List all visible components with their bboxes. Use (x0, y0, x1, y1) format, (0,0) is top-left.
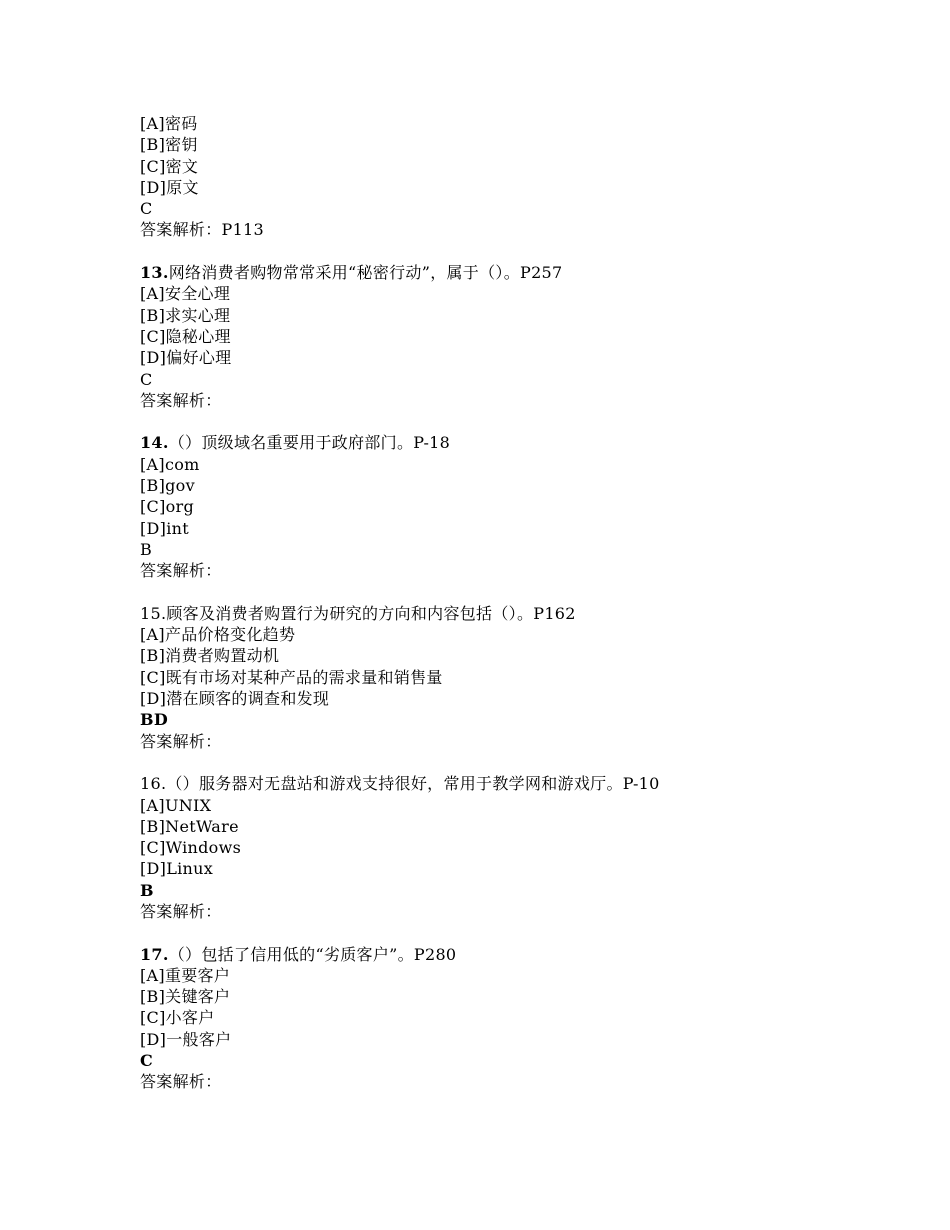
question-text: （）包括了信用低的“劣质客户”。P280 (168, 944, 457, 964)
question-text: （）顶级域名重要用于政府部门。P-18 (168, 433, 451, 453)
option-d: [D]偏好心理 (140, 348, 232, 368)
question-16 (140, 773, 900, 922)
question-15 (140, 603, 900, 752)
option-b: [B]密钥 (140, 135, 198, 155)
option-b: [B]关键客户 (140, 987, 231, 1007)
question-number: 16. (140, 774, 167, 794)
answer: B (140, 539, 153, 559)
option-a: [A]安全心理 (140, 284, 231, 304)
option-d: [D]Linux (140, 859, 214, 879)
analysis: 答案解析： (140, 1072, 222, 1092)
question-number: 15. (140, 603, 167, 623)
spacer (140, 411, 900, 432)
option-a: [A]UNIX (140, 795, 212, 815)
analysis: 答案解析：P113 (140, 220, 265, 240)
question-stem (140, 773, 900, 794)
answer: C (140, 199, 153, 219)
option-c: [C]密文 (140, 156, 199, 176)
question-text: （）服务器对无盘站和游戏支持很好，常用于教学网和游戏厅。P-10 (166, 774, 660, 794)
question-number: 13. (140, 263, 169, 283)
question-number: 14. (140, 433, 169, 453)
option-c: [C]既有市场对某种产品的需求量和销售量 (140, 667, 443, 687)
option-d: [D]int (140, 518, 189, 538)
question-13 (140, 262, 900, 411)
analysis: 答案解析： (140, 731, 222, 751)
question-stem (140, 432, 900, 453)
option-a: [A]产品价格变化趋势 (140, 625, 296, 645)
option-a: [A]密码 (140, 114, 198, 133)
spacer (140, 582, 900, 603)
analysis: 答案解析： (140, 561, 222, 581)
option-b: [B]gov (140, 476, 195, 496)
option-b: [B]NetWare (140, 816, 239, 836)
analysis: 答案解析： (140, 390, 222, 410)
option-c: [C]小客户 (140, 1008, 215, 1028)
question-text: 网络消费者购物常常采用“秘密行动”，属于（）。P257 (168, 263, 563, 283)
spacer (140, 241, 900, 262)
question-stem (140, 262, 900, 283)
question-text: 顾客及消费者购置行为研究的方向和内容包括（）。P162 (166, 603, 576, 623)
option-c: [C]隐秘心理 (140, 326, 231, 346)
option-c: [C]org (140, 497, 195, 517)
option-d: [D]原文 (140, 177, 199, 197)
option-a: [A]com (140, 454, 200, 474)
spacer (140, 922, 900, 943)
question-stem (140, 603, 900, 624)
spacer (140, 752, 900, 773)
answer: B (140, 880, 154, 900)
question-12-tail (140, 113, 900, 241)
question-14 (140, 432, 900, 581)
question-17 (140, 944, 900, 1093)
question-stem (140, 944, 900, 965)
question-list (140, 113, 900, 1093)
answer: C (140, 1051, 154, 1071)
analysis: 答案解析： (140, 901, 222, 921)
option-c: [C]Windows (140, 838, 242, 858)
option-b: [B]求实心理 (140, 305, 231, 325)
option-d: [D]潜在顾客的调查和发现 (140, 689, 330, 709)
option-a: [A]重要客户 (140, 965, 231, 985)
option-d: [D]一般客户 (140, 1029, 232, 1049)
question-number: 17. (140, 944, 169, 964)
answer: BD (140, 710, 168, 730)
answer: C (140, 369, 153, 389)
option-b: [B]消费者购置动机 (140, 646, 280, 666)
